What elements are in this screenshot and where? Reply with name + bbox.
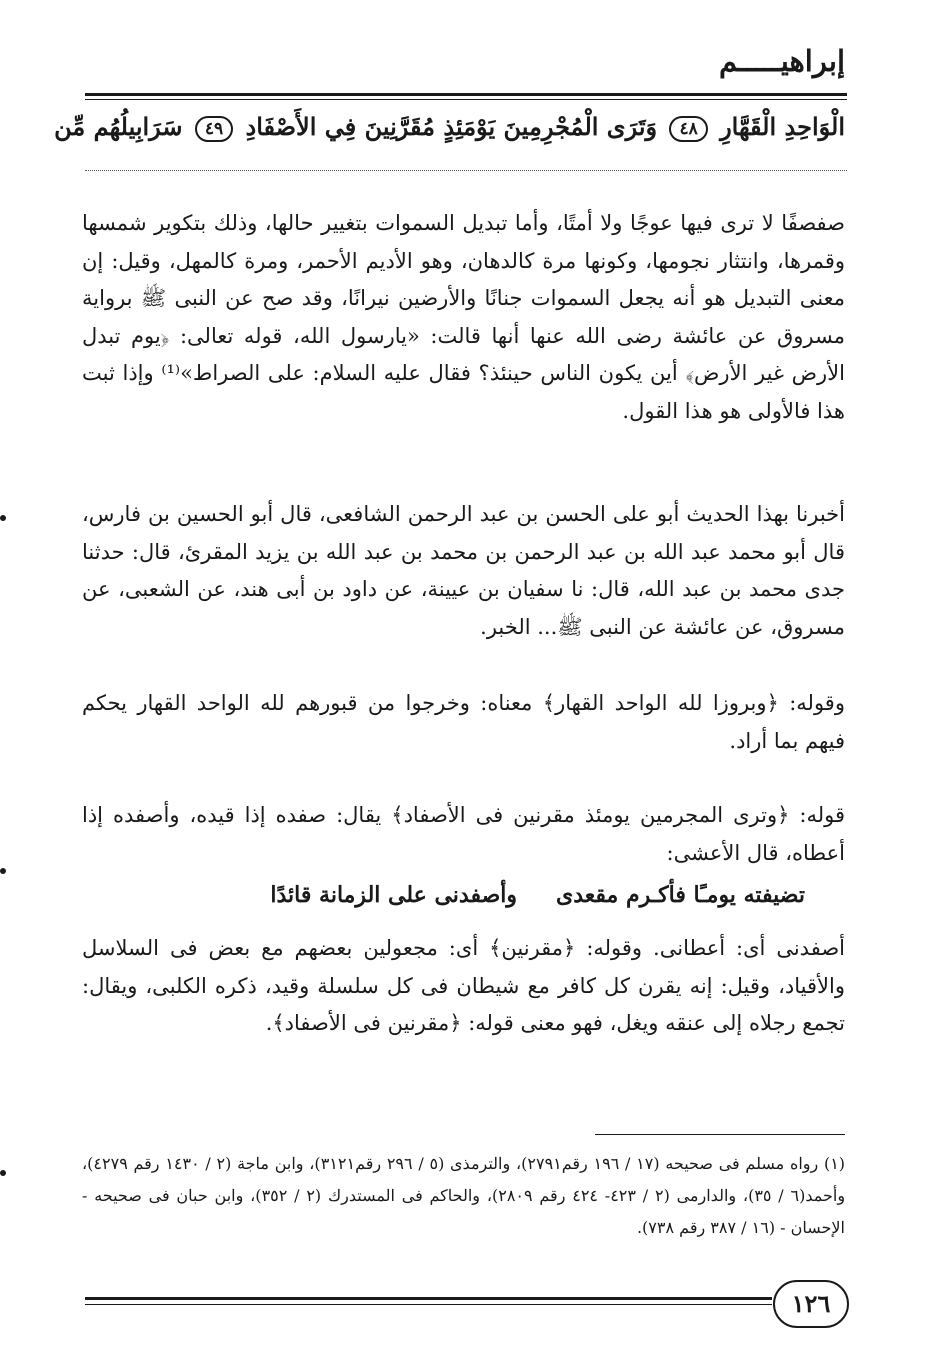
- commentary-paragraph: قوله: ﴿وترى المجرمين يومئذ مقرنين فى الأصفاد﴾ يقال: صفده إذا قيده، وأصفده إذا أعطاه، قال الأعشى:: [82, 803, 845, 865]
- header-thin-rule: [85, 99, 847, 100]
- poem-hemistich-first: تضيفته يومـًا فأكـرم مقعدى: [556, 882, 805, 908]
- verse-text-part3: سَرَابِيلُهُم مِّن: [54, 112, 183, 141]
- verse-text-part1: الْوَاحِدِ الْقَهَّارِ: [720, 112, 845, 141]
- footer-thick-rule: [85, 1297, 772, 1300]
- footer-thin-rule: [85, 1304, 772, 1305]
- footnote: (١) رواه مسلم فى صحيحه (١٧ / ١٩٦ رقم٢٧٩١)، والترمذى (٥ / ٢٩٦ رقم٣١٢١)، وابن ماجة (٢ / ١٤٣٠ رقم ٤٢٧٩)، وأحمد(٦ / ٣٥)، والدارمى (٢ / ٤٢٣- ٤٢٤ رقم ٢٨٠٩)، والحاكم فى المستدرك (٢ / ٣٥٢)، وابن حبان فى صحيحه - الإحسان - (١٦ / ٣٨٧ رقم ٧٣٨).: [82, 1154, 846, 1237]
- poem-hemistich-second: وأصفدنى على الزمانة قائدًا: [270, 882, 517, 908]
- margin-speck: [0, 515, 6, 521]
- running-header-title: إبراهيـــــم: [718, 44, 845, 78]
- commentary-paragraph: أصفدنى أى: أعطانى. وقوله: ﴿مقرنين﴾ أى: مجعولين بعضهم مع بعض فى السلاسل والأقياد، وقيل: إنه يقرن كل كافر مع شيطان فى كل سلسلة وقيد، ذكره الكلبى، ويقال: تجمع رجلاه إلى عنقه ويغل، فهو معنى قوله: ﴿مقرنين فى الأصفاد﴾.: [82, 936, 845, 1035]
- quran-verse-line: [54, 112, 845, 142]
- commentary-paragraph: صفصفًا لا ترى فيها عوجًا ولا أمتًا، وأما تبديل السموات بتغيير حالها، وذلك بتكوير شمسها وقمرها، وانتثار نجومها، وكونها مرة كالدهان، وهو الأديم الأحمر، ومرة كالمهل، وقيل: إن معنى التبديل هو أنه يجعل السموات جنانًا والأرضين نيرانًا، وقد صح عن النبى ﷺ برواية مسروق عن عائشة رضى الله عنها أنها قالت: «يارسول الله، قوله تعالى: ﴿يوم تبدل الأرض غير الأرض﴾ أين يكون الناس حينئذ؟ فقال عليه السلام: على الصراط»⁽¹⁾ وإذا ثبت هذا فالأولى هو هذا القول.: [82, 211, 845, 423]
- header-thick-rule: [85, 93, 847, 96]
- margin-speck: [0, 868, 6, 874]
- verse-dotted-rule: [85, 170, 847, 171]
- commentary-paragraph: وقوله: ﴿وبروزا لله الواحد القهار﴾ معناه: وخرجوا من قبورهم لله الواحد القهار يحكم فيهم بما أراد.: [82, 691, 845, 753]
- footnote-separator: [595, 1134, 845, 1135]
- page-number: ١٢٦: [773, 1280, 849, 1328]
- verse-number-marker: ٤٨: [669, 116, 707, 142]
- verse-text-part2: وَتَرَى الْمُجْرِمِينَ يَوْمَئِذٍ مُقَرَّنِينَ فِي الأَصْفَادِ: [245, 112, 658, 141]
- margin-speck: [0, 1170, 6, 1176]
- isnad-paragraph: أخبرنا بهذا الحديث أبو على الحسن بن عبد الرحمن الشافعى، قال أبو الحسين بن فارس، قال أبو محمد عبد الله بن عبد الرحمن بن محمد بن عبد الله بن يزيد المقرئ، قال: حدثنا جدى محمد بن عبد الله، قال: نا سفيان بن عيينة، عن داود بن أبى هند، عن الشعبى، عن مسروق، عن عائشة عن النبى ﷺ... الخبر.: [82, 502, 845, 639]
- verse-number-marker: ٤٩: [195, 116, 233, 142]
